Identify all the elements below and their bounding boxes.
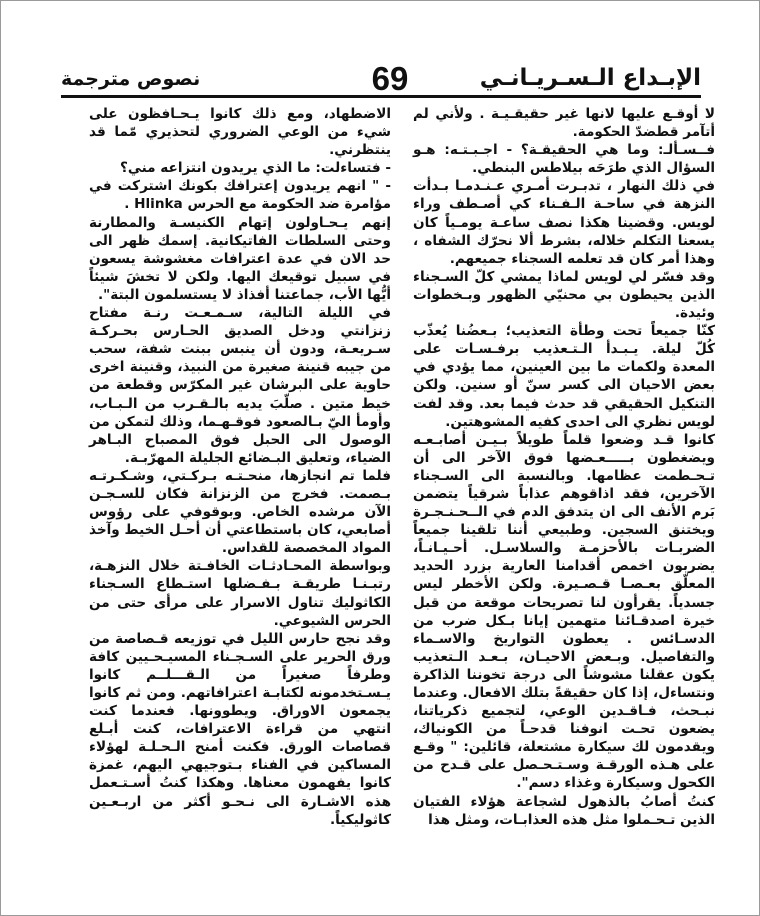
- page-number: 69: [371, 60, 409, 97]
- magazine-title: الإبـداع الـسـريـانـي: [479, 65, 701, 91]
- paragraph: كنّا جميعاً تحت وطأة التعذيب؛ بـعضُنا يُعذّب كُلّ ليلة. يـبـدأ الـتـعذيب برفـسـات على المعدة ولكمات ما بين العينين، مما يؤدي في بعض الاحيان الى كسر سنّ أو سنين. ولكن التنكيل الحقيقي قد حدث فيما بعد. وقد لفت لويس نظري الى احدى كفيه المشوهتين.: [413, 323, 715, 430]
- paragraph: في ذلك النهار ، تدبـرت أمـري عـنـدمـا بـدأت النزهة في ساحـة الـفـناء كي أصـطف وراء لويس. وقضينا هكذا نصف ساعـة يومـياً كان يسعنا التكلم خلاله، بشرط ألا نحرّك الشفاه ، وهذا أمر كان قد تعلمه السجناء جميعهم.: [413, 178, 715, 267]
- paragraph: وقد نجح حارس الليل في توزيعه قـصاصة من ورق الحرير على السـجـناء المسيـحـيين كافة وطرفاً صغيراً من الـقـــلــم كانوا يـسـتخدمونه لكتابـة اعترافاتهم. ومن ثم كانوا يجمعون الاوراق. ويطوونها. فعندما كنت انتهي من قراءة الاعترافات، كنت أبـلع قصاصات الورق. فكنت أمنح الـحـلـة لهؤلاء المساكين في الفناء بـتوجيهي اليهم، غمزة كانوا يفهمون معناها. وهكذا كنتُ أسـتـعمل هذه الاشـارة الى نـحـو أكثر من اربـعـين كاثوليكياً.: [89, 630, 391, 828]
- left-text-column: [89, 105, 391, 829]
- page-header: [61, 60, 701, 99]
- paragraph: وقد فسّر لي لويس لماذا يمشي كلّ السـجناء الذين يحيطون بي محنيّي الظهور وبـخطوات وئيدة.: [413, 268, 715, 322]
- paragraph: لا أوقـع عليها لانها غير حقيقـيـة . ولأني لم أتآمر قطضدّ الحكومة.: [413, 106, 715, 141]
- paragraph: كنتُ أصابُ بالذهول لشجاعة هؤلاء الفتيان الذين تـحـملوا مثل هذه العذابـات، ومثل هذا: [413, 793, 715, 828]
- paragraph: - فتساءلت: ما الذي يريدون انتزاعه مني؟: [119, 160, 391, 177]
- right-text-column: [413, 105, 715, 829]
- paragraph: - " انهم يريدون إعترافك بكونك اشتركت في مؤامرة ضد الحكومة مع الحرس Hlinka .: [89, 178, 391, 213]
- header-divider: [61, 95, 701, 98]
- paragraph: كانوا قـد وضعوا قلماً طويلاً بـيـن أصابـعـه ويضغطون بـــــعـضها فوق الآخر الى أن تـحـطمت عظامها. وبالنسبة الى السـجناء الآخرين، فقد اذاقوهم عذاباً شرقياً يتضمن بَرم الأنف الى ان يتدفق الدم في الــحـنـجـرة ويختنق السجين. وطبيعي أننا تلقينا جميعاً الضربـات بالأحزمـة والسلاسـل. أحـيـانـاً، يضربون اخمص أقدامنا العارية بزرد الحديد المعلّق بعـصـا قـصـيرة. ولكن الأخطر ليس جسدياً. يقرأون لنا تصريحات موقعة من قبل خيرة اصدقـائنا متهمين إيانا بـكل ضرب من الدسـائس . يعطون التواريخ والاسـماء والتفاصيل. وبـعض الاحيـان، بـعـد الـتعذيب يكون عقلنا مشوشاً الى درجة تخوننا الذاكرة ونتساءل، إذا كان حقيقةً بتلك الافعال. وعندما نبـحث، فـاقـدين الوعي، لتجميع ذكرياتنا، يضعون تحـت انوفنا قدحـاً من الكونياك، ويقدمون لك سيكارة مشتعلة، قائلين: " وقـع على هـذه الورقـة وسـتـحـصل على قـدح من الكحول وسيكارة وغذاء دسم".: [413, 431, 715, 792]
- paragraph: فــسـألـ: وما هي الحقيقـة؟ - اجـبـتـه: هـو السؤال الذي طرَحَه بيلاطس البنطي.: [413, 142, 715, 177]
- paragraph: وبواسطة المحـادثـات الخافـتة خلال النزهـة، رتبـنـا طريقـة بـفـضلها استـطاع السـجناء الكاثوليك تناول الاسرار على مرأى حتى من الحرس الشيوعي.: [89, 558, 391, 629]
- section-title: نصوص مترجمة: [61, 68, 201, 90]
- paragraph: فلما تم انجازها، منحـتـه بـركـتي، وشـكـرتـه بـصمت. فخرج من الزنزانة فكان للسـجـن الآن مرشده الخاص. وبوقوفي على رؤوس أصابعي، كان باستطاعتي أن أحـل الخيط وآخذ المواد المخصصة للقداس.: [89, 467, 391, 557]
- paragraph: في الليلة التالية، سـمـعـت رنـة مفتاح زنزانتي ودخل الصديق الحـارس بحـركـة سـريعـة، ودون أن ينبس ببنت شفة، سحب من جيبه قنينة صغيرة من النبيذ، وقنينة اخرى حاوية على البرشان غير المكرّس وقطعة من خيط متين . صلّبَ يديه بالـقـرب من الـبـاب، وأومأ اليّ بـالصعود فوقـهـما، وذلك لتمكن من الوصول الى الحبل فوق المصباح البـاهر الضياء، وتعليق البـضائع الجليلة المهرّبـة.: [89, 305, 391, 466]
- paragraph: الاضطهاد، ومع ذلك كانوا يـحـافظون على شيء من الوعي الضروري لتحذيري مّما قد ينتظرني.: [89, 106, 391, 159]
- paragraph: إنهم يـحـاولون إتهام الكنيسـة والمطارنة وحتى السلطات الفاتيكانية. إسمك ظهر الى حد الان في عدة اعترافات مغشوشة يسعون في سبيل توقيعك اليها. ولكن لا تخشَ شيئاً أيُّها الأب، جماعتنا أفذاذ لا يستسلمون البتة".: [89, 214, 391, 303]
